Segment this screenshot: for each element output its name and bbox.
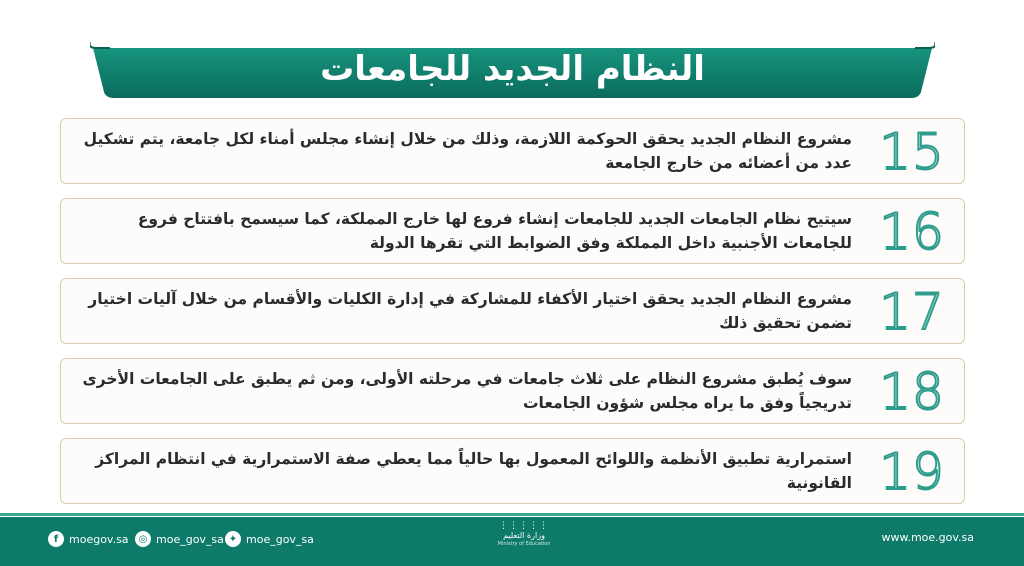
list-item xyxy=(60,118,965,184)
instagram-handle: moe_gov_sa xyxy=(156,532,224,546)
footer-accent-line xyxy=(0,513,1024,516)
facebook-handle: moegov.sa xyxy=(69,532,129,546)
items-list xyxy=(60,118,965,518)
item-text: استمرارية تطبيق الأنظمة واللوائح المعمول بها حالياً مما يعطي صفة الاستمرارية في انتظام المراكز القانونية xyxy=(95,450,852,492)
title-ribbon xyxy=(90,40,935,100)
item-text-wrap xyxy=(77,207,852,255)
item-text: سوف يُطبق مشروع النظام على ثلاث جامعات في مرحلته الأولى، ومن ثم يطبق على الجامعات الأخرى تدريجياً وفق ما يراه مجلس شؤون الجامعات xyxy=(82,370,852,412)
item-number: 19 xyxy=(879,443,945,501)
item-number: 15 xyxy=(879,123,945,181)
item-text-wrap xyxy=(77,447,852,495)
twitter-handle: moe_gov_sa xyxy=(246,532,314,546)
website-link[interactable]: www.moe.gov.sa xyxy=(881,531,974,544)
item-text: مشروع النظام الجديد يحقق اختيار الأكفاء للمشاركة في إدارة الكليات والأقسام من خلال آليات اختيار تضمن تحقيق ذلك xyxy=(88,290,852,332)
item-text-wrap xyxy=(77,287,852,335)
twitter-icon: ✦ xyxy=(225,531,241,547)
list-item xyxy=(60,438,965,504)
logo-english-text: Ministry of Education xyxy=(497,541,551,547)
facebook-link[interactable] xyxy=(48,531,129,547)
footer xyxy=(0,517,1024,566)
item-text: مشروع النظام الجديد يحقق الحوكمة اللازمة، وذلك من خلال إنشاء مجلس أمناء لكل جامعة، يتم تشكيل عدد من أعضائه من خارج الجامعة xyxy=(83,130,852,172)
page-title: النظام الجديد للجامعات xyxy=(320,49,705,89)
list-item xyxy=(60,358,965,424)
list-item xyxy=(60,278,965,344)
item-text-wrap xyxy=(77,127,852,175)
item-number: 16 xyxy=(879,203,945,261)
item-text-wrap xyxy=(77,367,852,415)
instagram-link[interactable] xyxy=(135,531,224,547)
item-number: 18 xyxy=(879,363,945,421)
instagram-icon: ◎ xyxy=(135,531,151,547)
logo-mark-icon: ⋮⋮⋮⋮⋮ xyxy=(499,521,549,531)
item-number: 17 xyxy=(879,283,945,341)
twitter-link[interactable] xyxy=(225,531,314,547)
list-item xyxy=(60,198,965,264)
item-text: سيتيح نظام الجامعات الجديد للجامعات إنشاء فروع لها خارج المملكة، كما سيسمح بافتتاح فروع للجامعات الأجنبية داخل المملكة وفق الضوابط التي تقرها الدولة xyxy=(137,210,852,252)
logo-arabic-text: وزارة التعليم xyxy=(503,531,545,540)
facebook-icon: f xyxy=(48,531,64,547)
ministry-logo xyxy=(494,522,554,562)
